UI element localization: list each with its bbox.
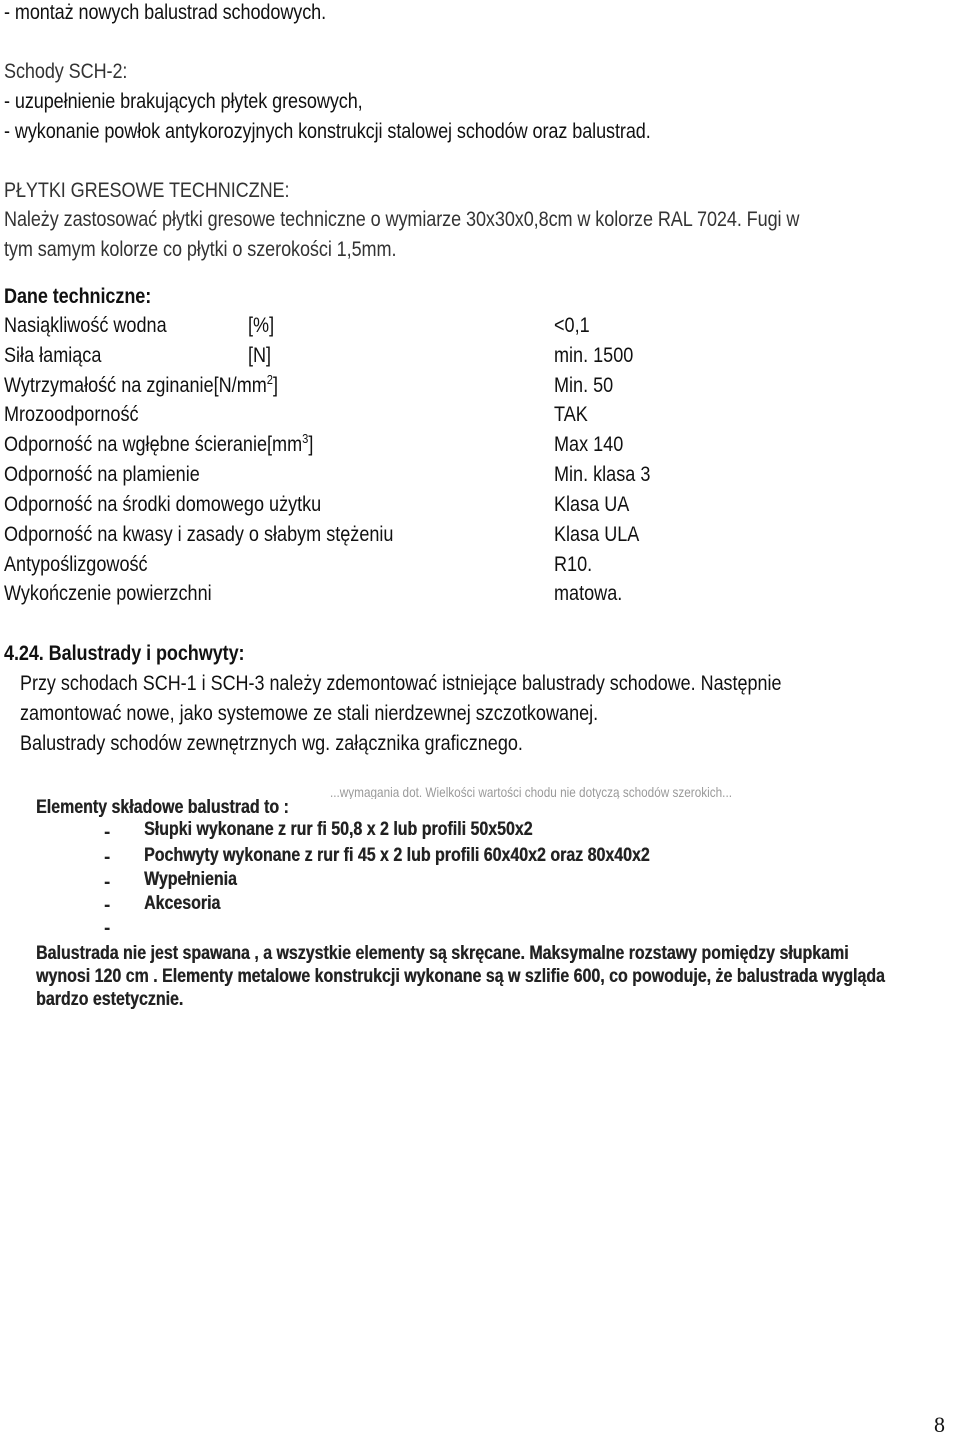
tech-row-value: Min. klasa 3 bbox=[554, 463, 651, 486]
tech-row-name-text: Wytrzymałość na zginanie[N/mm bbox=[4, 374, 267, 397]
tech-heading: Dane techniczne: bbox=[4, 285, 152, 308]
section-424-line-2: zamontować nowe, jako systemowe ze stali nierdzewnej szczotkowanej. bbox=[20, 702, 599, 725]
scan-item: Akcesoria bbox=[144, 893, 221, 914]
scan-item: Pochwyty wykonane z rur fi 45 x 2 lub profili 60x40x2 oraz 80x40x2 bbox=[144, 845, 650, 866]
scanned-insert bbox=[30, 785, 950, 1025]
sch2-item-1: - uzupełnienie brakujących płytek gresowych, bbox=[4, 90, 363, 113]
tech-row-name: Odporność na plamienie bbox=[4, 463, 200, 486]
scan-title: Elementy składowe balustrad to : bbox=[36, 797, 289, 818]
tech-row-name: Nasiąkliwość wodna bbox=[4, 314, 167, 337]
scan-faint-top-text: ...wymagania dot. Wielkości wartości chodu nie dotyczą schodów szerokich... bbox=[330, 785, 732, 799]
scan-dash: - bbox=[104, 895, 111, 916]
tech-row-value: min. 1500 bbox=[554, 344, 634, 367]
scan-dash: - bbox=[104, 872, 111, 893]
tech-row-value: Max 140 bbox=[554, 433, 624, 456]
tech-row-value: Klasa UA bbox=[554, 493, 630, 516]
tech-row-name: Wykończenie powierzchni bbox=[4, 582, 212, 605]
tech-row-name bbox=[4, 432, 313, 458]
tech-row-value: TAK bbox=[554, 403, 588, 426]
scan-item: Wypełnienia bbox=[144, 869, 237, 890]
tech-row-value: R10. bbox=[554, 553, 593, 576]
section-424-line-1: Przy schodach SCH-1 i SCH-3 należy zdemontować istniejące balustrady schodowe. Następnie bbox=[20, 672, 782, 695]
sch2-item-2: - wykonanie powłok antykorozyjnych konstrukcji stalowej schodów oraz balustrad. bbox=[4, 120, 651, 143]
tech-row-name: Odporność na kwasy i zasady o słabym stężeniu bbox=[4, 523, 394, 546]
tiles-line-2: tym samym kolorze co płytki o szerokości 1,5mm. bbox=[4, 238, 397, 261]
tech-row-value: Klasa ULA bbox=[554, 523, 640, 546]
section-424-line-3: Balustrady schodów zewnętrznych wg. załącznika graficznego. bbox=[20, 732, 523, 755]
scan-paragraph-line-2: wynosi 120 cm . Elementy metalowe konstrukcji wykonane są w szlifie 600, co powoduje, że balustrada wygląda bbox=[36, 966, 885, 987]
sch2-heading: Schody SCH-2: bbox=[4, 60, 128, 83]
tech-row-value: <0,1 bbox=[554, 314, 590, 337]
page-number: 8 bbox=[934, 1412, 945, 1437]
tech-row-value: matowa. bbox=[554, 582, 623, 605]
tech-row-name: Odporność na środki domowego użytku bbox=[4, 493, 322, 516]
tech-row-name-text: Odporność na wgłębne ścieranie[mm bbox=[4, 433, 303, 456]
scan-dash: - bbox=[104, 822, 111, 843]
tech-row-value: Min. 50 bbox=[554, 374, 614, 397]
tech-row-unit: [N] bbox=[248, 344, 272, 367]
tech-row-name: Siła łamiąca bbox=[4, 344, 102, 367]
scan-paragraph-line-3: bardzo estetycznie. bbox=[36, 989, 184, 1010]
tech-row-sup: 2 bbox=[266, 372, 274, 387]
tech-row-tail: ] bbox=[308, 433, 314, 456]
intro-line: - montaż nowych balustrad schodowych. bbox=[4, 1, 327, 24]
tech-row-unit: [%] bbox=[248, 314, 275, 337]
scan-dash: - bbox=[104, 918, 111, 939]
tech-row-tail: ] bbox=[273, 374, 279, 397]
tech-row-name: Antypoślizgowość bbox=[4, 553, 148, 576]
scan-dash: - bbox=[104, 847, 111, 868]
tech-row-name bbox=[4, 373, 278, 399]
tiles-heading: PŁYTKI GRESOWE TECHNICZNE: bbox=[4, 179, 290, 202]
tiles-line-1: Należy zastosować płytki gresowe techniczne o wymiarze 30x30x0,8cm w kolorze RAL 7024. Fugi w bbox=[4, 208, 800, 231]
tech-row-name: Mrozoodporność bbox=[4, 403, 139, 426]
tech-row-sup: 3 bbox=[302, 431, 309, 446]
section-424-heading: 4.24. Balustrady i pochwyty: bbox=[4, 642, 245, 665]
scan-item: Słupki wykonane z rur fi 50,8 x 2 lub profili 50x50x2 bbox=[144, 819, 533, 840]
scan-paragraph-line-1: Balustrada nie jest spawana , a wszystkie elementy są skręcane. Maksymalne rozstawy pomiędzy słupkami bbox=[36, 943, 849, 964]
